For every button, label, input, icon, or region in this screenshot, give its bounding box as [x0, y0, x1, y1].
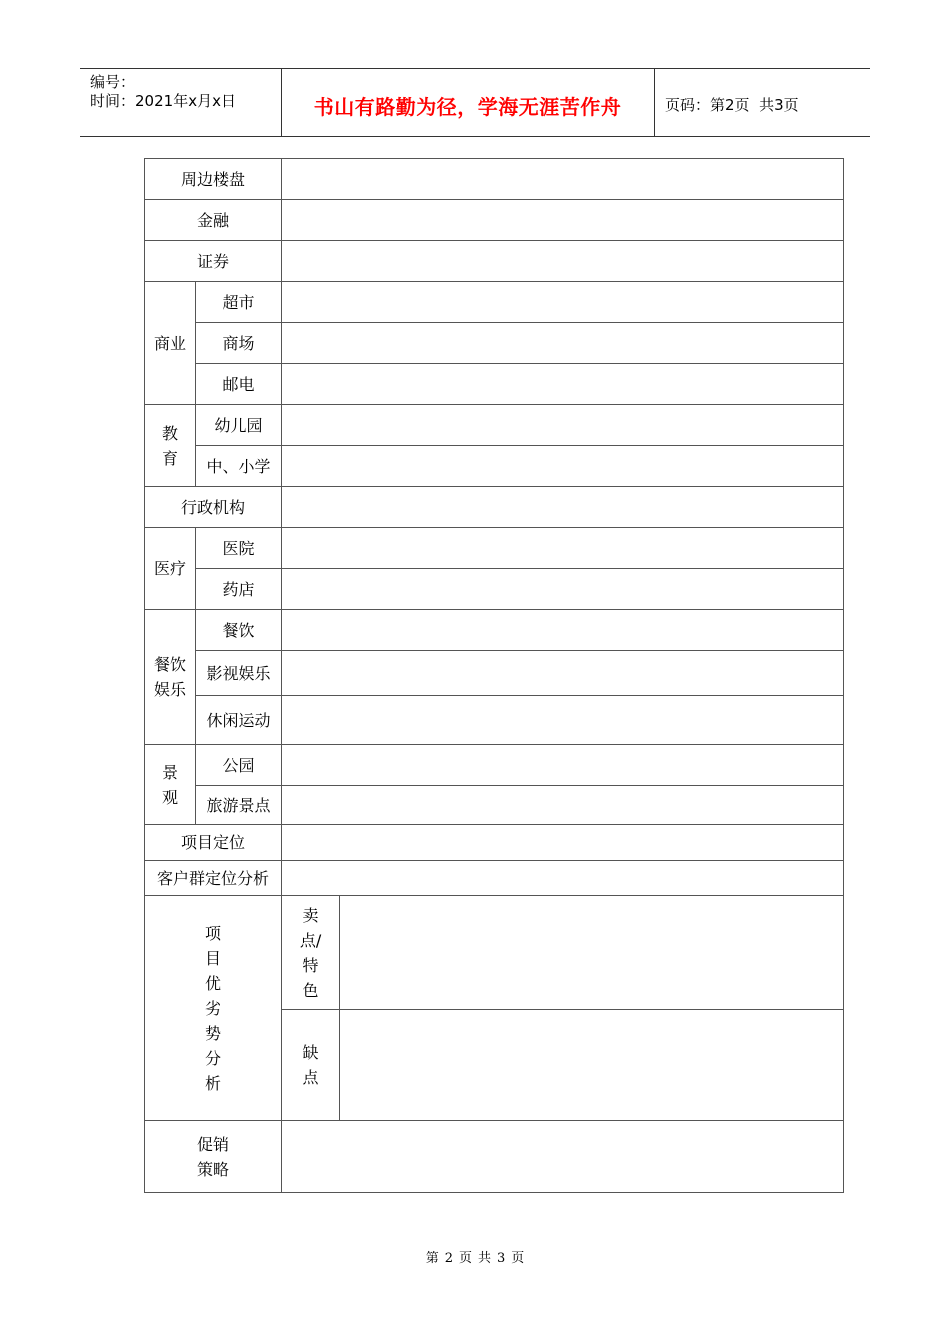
row-label-pharmacy: 药店	[196, 569, 282, 610]
selling-points-char: 色	[302, 980, 319, 1000]
value-cell-dining[interactable]	[282, 610, 844, 651]
row-label-tourist-spots: 旅游景点	[196, 786, 282, 825]
dining-label-line2: 娱乐	[153, 680, 186, 699]
promotion-label-line2: 策略	[197, 1159, 230, 1179]
row-label-mall: 商场	[196, 323, 282, 364]
selling-points-char: 特	[302, 955, 319, 975]
swot-char: 析	[205, 1073, 222, 1093]
value-cell-tourist-spots[interactable]	[282, 786, 844, 825]
footer-total-word: 共	[478, 1251, 492, 1266]
value-cell-administration[interactable]	[282, 487, 844, 528]
group-label-medical: 医疗	[145, 528, 196, 610]
value-cell-park[interactable]	[282, 745, 844, 786]
footer-prefix: 第	[425, 1251, 439, 1266]
page-header	[80, 68, 870, 137]
selling-points-char: 卖	[302, 905, 319, 925]
value-cell-post-telecom[interactable]	[282, 364, 844, 405]
weakness-char: 缺	[302, 1043, 319, 1062]
footer-total-pages: 3	[497, 1251, 506, 1266]
swot-char: 优	[205, 973, 222, 993]
value-cell-finance[interactable]	[282, 200, 844, 241]
page-info	[665, 94, 799, 115]
swot-char: 劣	[205, 998, 222, 1018]
row-label-administration: 行政机构	[145, 487, 282, 528]
row-label-weaknesses	[282, 1010, 340, 1121]
value-cell-primary-middle-school[interactable]	[282, 446, 844, 487]
swot-char: 目	[205, 948, 222, 968]
group-label-education	[145, 405, 196, 487]
row-label-selling-points	[282, 896, 340, 1010]
row-label-primary-middle-school: 中、小学	[196, 446, 282, 487]
value-cell-supermarket[interactable]	[282, 282, 844, 323]
time-line	[90, 92, 236, 110]
row-label-surrounding-buildings: 周边楼盘	[145, 159, 282, 200]
row-label-finance: 金融	[145, 200, 282, 241]
value-cell-mall[interactable]	[282, 323, 844, 364]
page-total: 共3页	[759, 96, 799, 114]
group-label-landscape	[145, 745, 196, 825]
value-cell-securities[interactable]	[282, 241, 844, 282]
serial-label: 编号：	[90, 73, 136, 91]
survey-table	[144, 158, 844, 1193]
landscape-label-line2: 观	[161, 787, 178, 807]
row-label-dining: 餐饮	[196, 610, 282, 651]
row-label-customer-group-analysis: 客户群定位分析	[145, 861, 282, 896]
page-label: 页码：	[665, 96, 711, 114]
dining-label-line1: 餐饮	[153, 655, 186, 674]
value-cell-project-positioning[interactable]	[282, 825, 844, 861]
row-label-promotion-strategy	[145, 1121, 282, 1193]
value-cell-promotion-strategy[interactable]	[282, 1121, 844, 1193]
motto: 书山有路勤为径，学海无涯苦作舟	[313, 95, 622, 119]
value-cell-film-entertainment[interactable]	[282, 651, 844, 696]
row-label-park: 公园	[196, 745, 282, 786]
row-label-leisure-sports: 休闲运动	[196, 696, 282, 745]
value-cell-customer-group-analysis[interactable]	[282, 861, 844, 896]
swot-char: 分	[205, 1048, 222, 1068]
row-label-project-positioning: 项目定位	[145, 825, 282, 861]
value-cell-kindergarten[interactable]	[282, 405, 844, 446]
footer-current-page: 2	[444, 1251, 453, 1266]
row-label-supermarket: 超市	[196, 282, 282, 323]
swot-char: 势	[205, 1023, 222, 1043]
header-meta-cell	[80, 69, 282, 136]
header-motto-cell	[281, 69, 655, 136]
row-label-kindergarten: 幼儿园	[196, 405, 282, 446]
weakness-char: 点	[302, 1068, 319, 1087]
group-label-dining-entertainment	[145, 610, 196, 745]
group-label-commerce: 商业	[145, 282, 196, 405]
footer-suffix: 页	[511, 1251, 525, 1266]
page-footer	[0, 1247, 950, 1266]
time-label: 时间：	[90, 92, 136, 110]
time-value: 2021年x月x日	[135, 92, 236, 110]
row-label-film-entertainment: 影视娱乐	[196, 651, 282, 696]
swot-char: 项	[205, 923, 222, 943]
value-cell-pharmacy[interactable]	[282, 569, 844, 610]
value-cell-selling-points[interactable]	[340, 896, 844, 1010]
value-cell-hospital[interactable]	[282, 528, 844, 569]
row-label-hospital: 医院	[196, 528, 282, 569]
footer-page-word: 页	[458, 1251, 472, 1266]
promotion-label-line1: 促销	[197, 1134, 230, 1154]
education-label-line1: 教	[161, 423, 178, 443]
row-label-post-telecom: 邮电	[196, 364, 282, 405]
row-label-securities: 证券	[145, 241, 282, 282]
education-label-line2: 育	[161, 448, 178, 468]
header-page-cell	[655, 69, 870, 136]
value-cell-leisure-sports[interactable]	[282, 696, 844, 745]
value-cell-weaknesses[interactable]	[340, 1010, 844, 1121]
group-label-swot	[145, 896, 282, 1121]
selling-points-char: 点/	[299, 930, 322, 950]
value-cell-surrounding-buildings[interactable]	[282, 159, 844, 200]
landscape-label-line1: 景	[161, 762, 178, 782]
page-current: 第2页	[710, 96, 750, 114]
